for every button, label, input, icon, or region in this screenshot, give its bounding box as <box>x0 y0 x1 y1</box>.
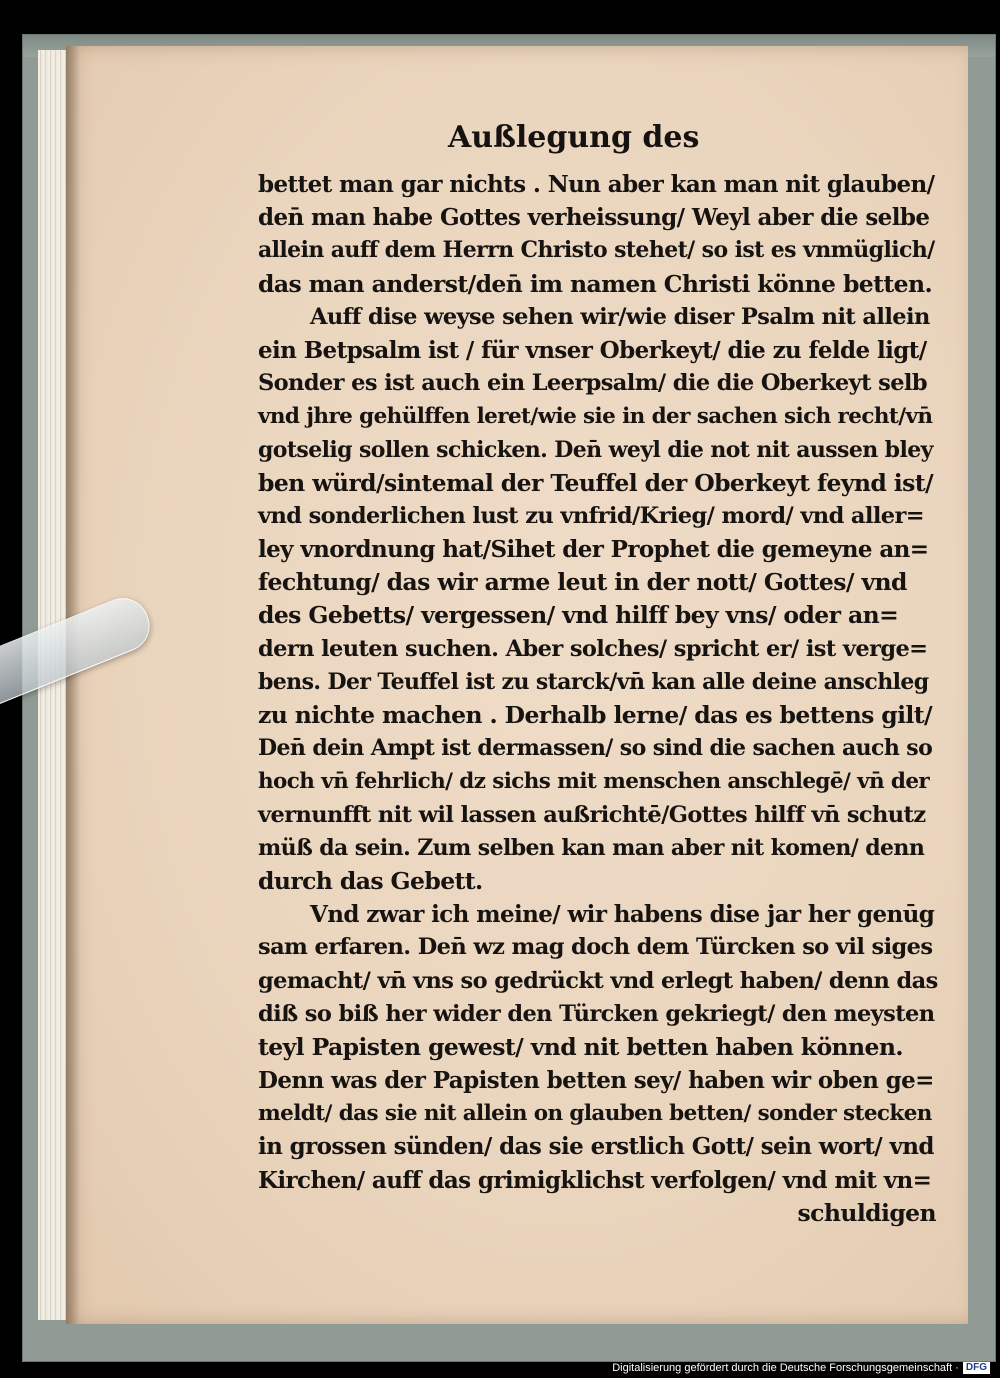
text-line: vernunfft nit wil lassen außrichtē/Gottes hilff vn̄ schutz <box>258 801 926 828</box>
text-line: des Gebetts/ vergessen/ vnd hilff bey vns/ oder an= <box>258 601 899 630</box>
text-line: dern leuten suchen. Aber solches/ spricht er/ ist verge= <box>258 635 928 662</box>
text-line: teyl Papisten gewest/ vnd nit betten haben können. <box>258 1032 903 1061</box>
text-line: durch das Gebett. <box>258 866 483 895</box>
running-head: Außlegung des <box>448 120 700 155</box>
text-line: Den̄ dein Ampt ist dermassen/ so sind die sachen auch so <box>258 735 933 762</box>
text-line: Vnd zwar ich meine/ wir habens dise jar her genūg <box>310 901 935 929</box>
text-line: Auff dise weyse sehen wir/wie diser Psalm nit allein <box>310 303 930 330</box>
text-line: bens. Der Teuffel ist zu starck/vn̄ kan alle deine anschleg <box>258 668 929 695</box>
body-text <box>258 168 938 1230</box>
text-line: Sonder es ist auch ein Leerpsalm/ die die Oberkeyt selb <box>258 370 928 397</box>
text-line: in grossen sünden/ das sie erstlich Gott/ sein wort/ vnd <box>258 1133 934 1161</box>
text-line: ley vnordnung hat/Sihet der Prophet die gemeyne an= <box>258 536 929 564</box>
text-line: ein Betpsalm ist / für vnser Oberkeyt/ die zu felde ligt/ <box>258 336 927 364</box>
text-line: gemacht/ vn̄ vns so gedrückt vnd erlegt haben/ denn das <box>258 967 938 994</box>
text-line: bettet man gar nichts . Nun aber kan man nit glauben/ <box>258 171 935 198</box>
text-line: zu nichte machen . Derhalb lerne/ das es bettens gilt/ <box>258 701 933 729</box>
text-line: hoch vn̄ fehrlich/ dz sichs mit menschen anschlegē/ vn̄ der <box>258 769 930 795</box>
text-line: vnd jhre gehülffen leret/wie sie in der sachen sich recht/vn̄ <box>258 404 933 430</box>
text-line: Denn was der Papisten betten sey/ haben wir oben ge= <box>258 1067 934 1095</box>
text-line: gotselig sollen schicken. Den̄ weyl die not nit aussen bley <box>258 436 933 463</box>
text-line: schuldigen <box>797 1198 936 1227</box>
text-line: müß da sein. Zum selben kan man aber nit komen/ denn <box>258 834 925 861</box>
text-line: ben würd/sintemal der Teuffel der Oberkeyt feynd ist/ <box>258 468 933 497</box>
text-line: fechtung/ das wir arme leut in der nott/ Gottes/ vnd <box>258 568 907 597</box>
text-line: meldt/ das sie nit allein on glauben betten/ sonder stecken <box>258 1101 932 1127</box>
text-line: vnd sonderlichen lust zu vnfrid/Krieg/ mord/ vnd aller= <box>258 502 925 529</box>
page-gutter-shadow <box>66 46 80 1324</box>
text-line: den̄ man habe Gottes verheissung/ Weyl aber die selbe <box>258 204 930 232</box>
text-line: sam erfaren. Den̄ wz mag doch dem Türcken so vil siges <box>258 934 933 961</box>
dfg-logo: DFG <box>963 1362 990 1374</box>
digitization-credit <box>612 1361 990 1375</box>
text-line: allein auff dem Herrn Christo stehet/ so ist es vnmüglich/ <box>258 237 935 264</box>
text-line: diß so biß her wider den Türcken gekriegt/ den meysten <box>258 1000 935 1027</box>
text-line: das man anderst/den̄ im namen Christi könne betten. <box>258 269 933 298</box>
credit-text: Digitalisierung gefördert durch die Deutsche Forschungsgemeinschaft · <box>612 1362 959 1374</box>
text-line: Kirchen/ auff das grimigklichst verfolgen/ vnd mit vn= <box>258 1166 932 1194</box>
